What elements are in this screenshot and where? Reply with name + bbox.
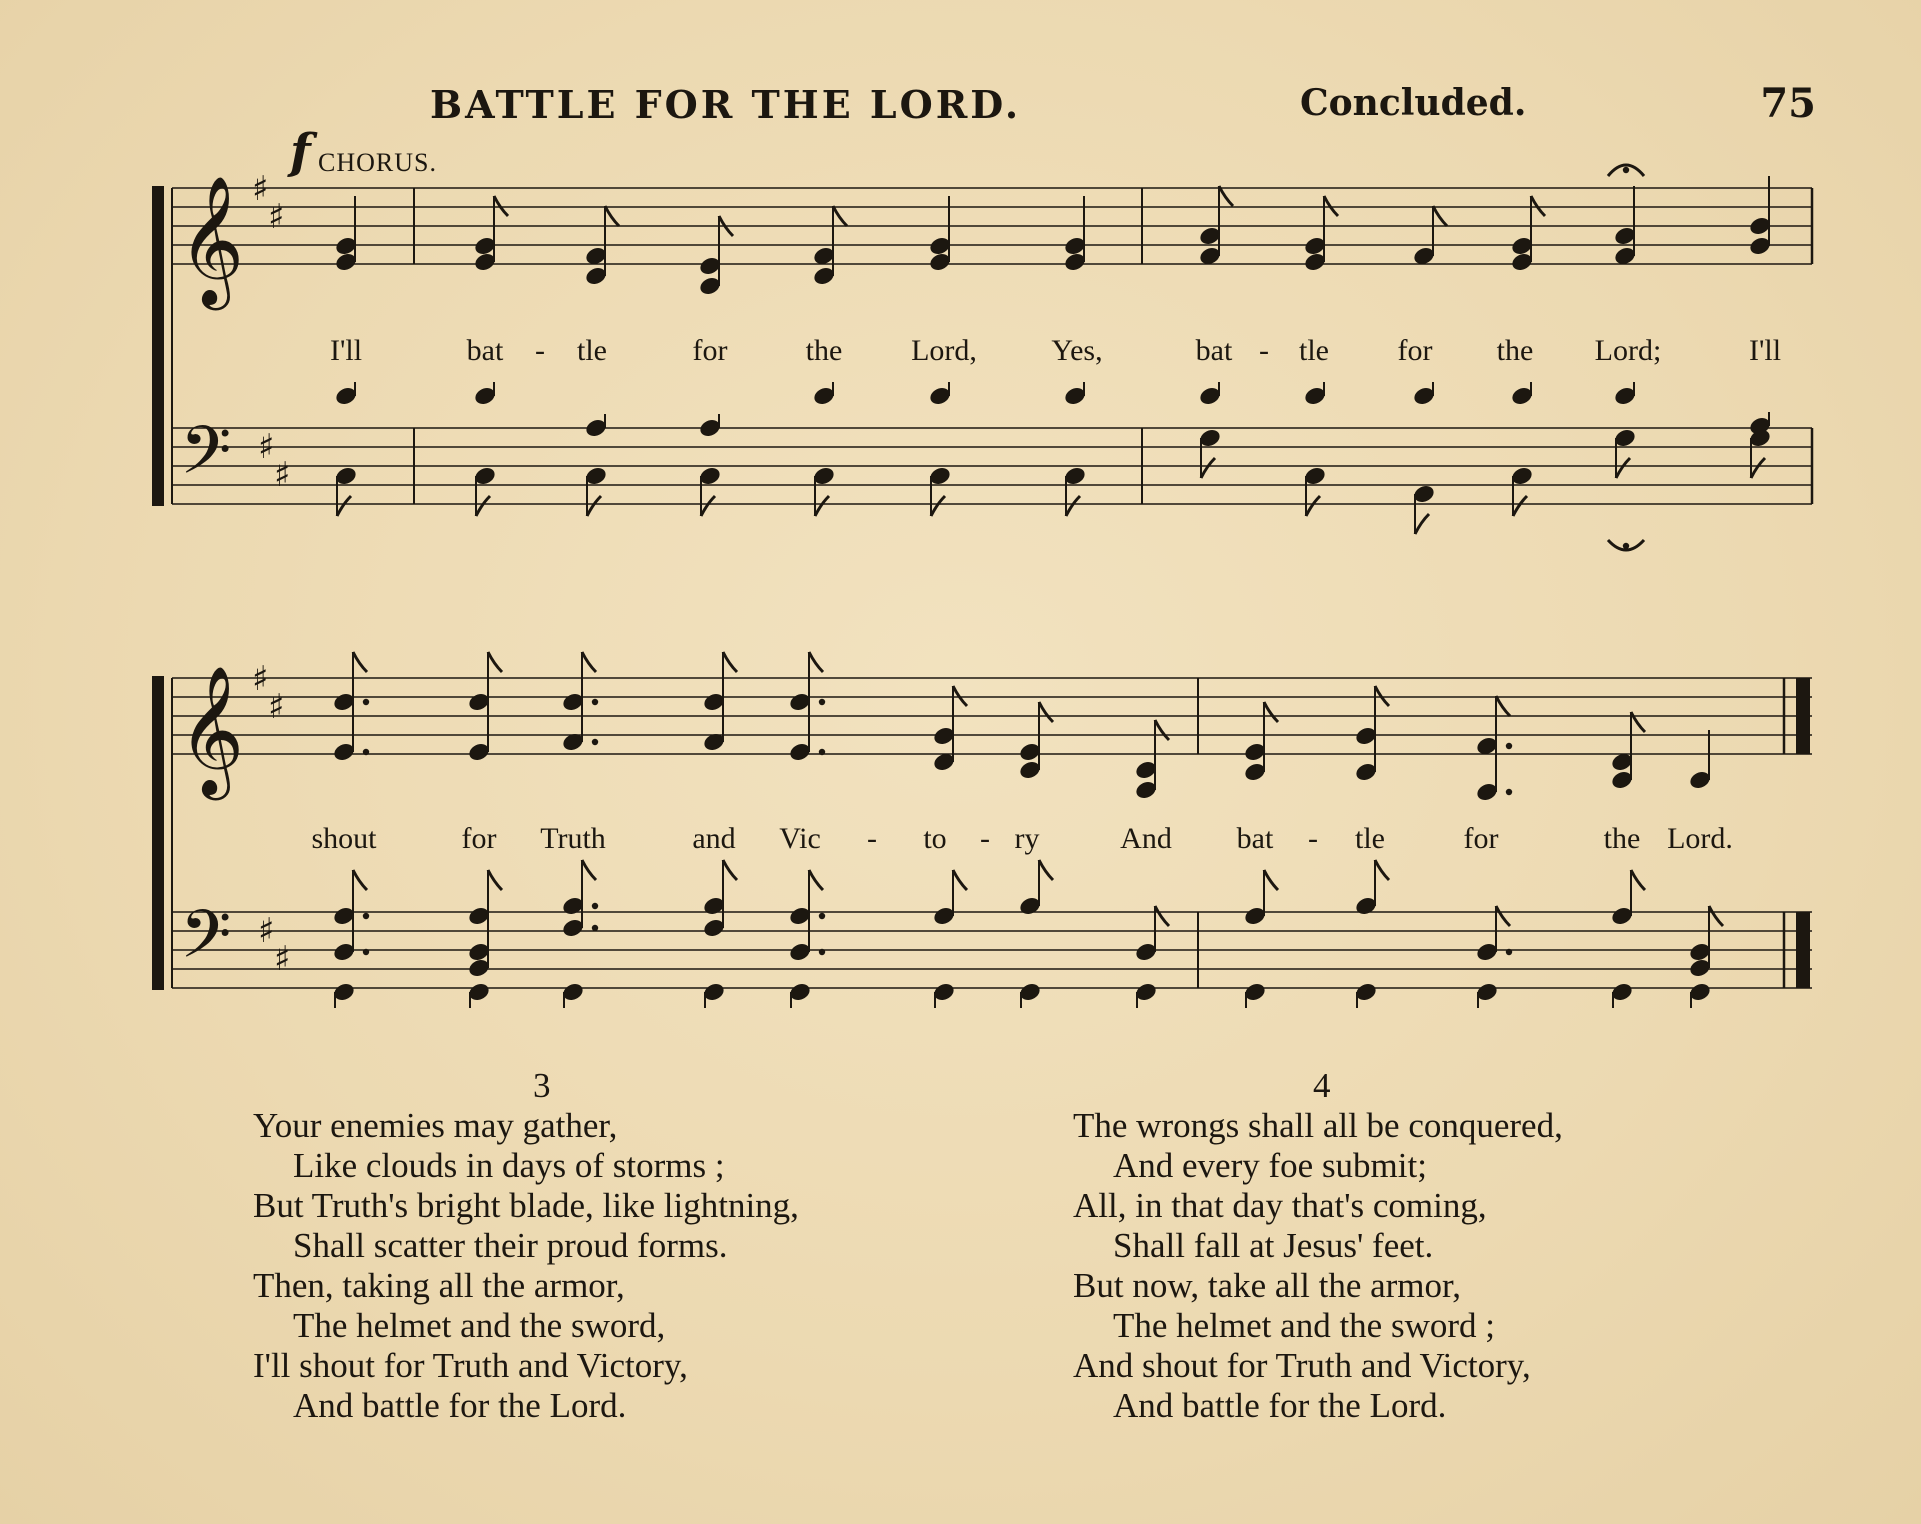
verse-line: And battle for the Lord. bbox=[1113, 1386, 1447, 1425]
lyric-syllable: for bbox=[1397, 334, 1433, 367]
verse-line: And every foe submit; bbox=[1113, 1146, 1427, 1185]
note-flag bbox=[1496, 906, 1510, 926]
lyric-syllable: I'll bbox=[1748, 334, 1782, 367]
lyric-syllable: - bbox=[980, 822, 990, 855]
key-signature-sharp: ♯ bbox=[274, 455, 291, 495]
note-flag bbox=[1264, 870, 1278, 890]
verse-line: The wrongs shall all be conquered, bbox=[1073, 1106, 1563, 1145]
note-flag bbox=[353, 870, 367, 890]
note-flag bbox=[1066, 496, 1080, 516]
note-flag bbox=[1375, 686, 1389, 706]
lyric-syllable: the bbox=[1603, 822, 1641, 855]
verse-3 bbox=[253, 1066, 953, 1426]
note-flag bbox=[953, 870, 967, 890]
augmentation-dot bbox=[592, 903, 598, 909]
augmentation-dot bbox=[363, 699, 369, 705]
note-flag bbox=[809, 652, 823, 672]
lyric-syllable: - bbox=[535, 334, 545, 367]
lyric-syllable: Lord, bbox=[911, 334, 977, 367]
verse-number: 3 bbox=[533, 1066, 551, 1105]
key-signature-sharp: ♯ bbox=[274, 939, 291, 979]
note-flag bbox=[953, 686, 967, 706]
note-flag bbox=[582, 860, 596, 880]
lyric-syllable: I'll bbox=[329, 334, 363, 367]
augmentation-dot bbox=[1623, 543, 1629, 549]
verse-line: Shall scatter their proud forms. bbox=[293, 1226, 728, 1265]
note-flag bbox=[337, 496, 351, 516]
augmentation-dot bbox=[819, 699, 825, 705]
augmentation-dot bbox=[363, 913, 369, 919]
note-flag bbox=[1751, 458, 1765, 478]
augmentation-dot bbox=[592, 699, 598, 705]
note-flag bbox=[723, 860, 737, 880]
note-flag bbox=[494, 196, 508, 216]
lyric-syllable: Vic bbox=[779, 822, 821, 855]
key-signature-sharp: ♯ bbox=[268, 687, 285, 727]
note-flag bbox=[1039, 860, 1053, 880]
verse-line: The helmet and the sword, bbox=[293, 1306, 666, 1345]
bass-clef: 𝄢 bbox=[180, 412, 232, 505]
note-flag bbox=[1433, 206, 1447, 226]
verse-line: All, in that day that's coming, bbox=[1073, 1186, 1487, 1225]
lyric-syllable: ry bbox=[1014, 822, 1040, 855]
dynamic-marking: f bbox=[290, 124, 311, 180]
verse-line: And battle for the Lord. bbox=[293, 1386, 627, 1425]
verse-line: I'll shout for Truth and Victory, bbox=[253, 1346, 688, 1385]
note-flag bbox=[931, 496, 945, 516]
augmentation-dot bbox=[363, 749, 369, 755]
note-flag bbox=[582, 652, 596, 672]
note-flag bbox=[1324, 196, 1338, 216]
augmentation-dot bbox=[1506, 743, 1512, 749]
lyrics-system-2 bbox=[0, 822, 1921, 862]
augmentation-dot bbox=[1623, 167, 1629, 173]
note-flag bbox=[1513, 496, 1527, 516]
note-flag bbox=[1155, 720, 1169, 740]
lyric-syllable: shout bbox=[311, 822, 377, 855]
lyric-syllable: - bbox=[1259, 334, 1269, 367]
verse-4 bbox=[1073, 1066, 1773, 1426]
augmentation-dot bbox=[592, 925, 598, 931]
augmentation-dot bbox=[363, 949, 369, 955]
note-flag bbox=[1631, 870, 1645, 890]
final-barline bbox=[1796, 912, 1810, 988]
note-flag bbox=[1531, 196, 1545, 216]
note-flag bbox=[1155, 906, 1169, 926]
verse-line: Then, taking all the armor, bbox=[253, 1266, 625, 1305]
final-barline bbox=[1796, 678, 1810, 754]
verse-line: The helmet and the sword ; bbox=[1113, 1306, 1495, 1345]
lyric-syllable: tle bbox=[1299, 334, 1329, 367]
lyric-syllable: - bbox=[867, 822, 877, 855]
verse-line: Your enemies may gather, bbox=[253, 1106, 618, 1145]
lyric-syllable: Lord. bbox=[1667, 822, 1733, 855]
verse-line: And shout for Truth and Victory, bbox=[1073, 1346, 1531, 1385]
note-flag bbox=[1039, 702, 1053, 722]
verse-number: 4 bbox=[1313, 1066, 1331, 1105]
hymn-subtitle: Concluded. bbox=[1300, 82, 1527, 124]
note-flag bbox=[1201, 458, 1215, 478]
lyric-syllable: for bbox=[1463, 822, 1499, 855]
lyric-syllable: to bbox=[923, 822, 947, 855]
augmentation-dot bbox=[819, 749, 825, 755]
treble-clef: 𝄞 bbox=[178, 175, 245, 305]
note-flag bbox=[605, 206, 619, 226]
lyric-syllable: - bbox=[1308, 822, 1318, 855]
lyric-syllable: and bbox=[692, 822, 736, 855]
note-flag bbox=[1415, 514, 1429, 534]
note-flag bbox=[723, 652, 737, 672]
page-number: 75 bbox=[1760, 80, 1816, 127]
augmentation-dot bbox=[1506, 949, 1512, 955]
bass-clef: 𝄢 bbox=[180, 896, 232, 989]
lyric-syllable: the bbox=[1496, 334, 1534, 367]
note-flag bbox=[809, 870, 823, 890]
lyric-syllable: Lord; bbox=[1594, 334, 1662, 367]
verse-line: Shall fall at Jesus' feet. bbox=[1113, 1226, 1434, 1265]
note-flag bbox=[1306, 496, 1320, 516]
note-flag bbox=[587, 496, 601, 516]
verse-line: But Truth's bright blade, like lightning, bbox=[253, 1186, 799, 1225]
note-flag bbox=[1219, 186, 1233, 206]
note-flag bbox=[1709, 906, 1723, 926]
note-flag bbox=[476, 496, 490, 516]
lyric-syllable: tle bbox=[577, 334, 607, 367]
note-flag bbox=[1496, 696, 1510, 716]
lyric-syllable: Truth bbox=[540, 822, 606, 855]
augmentation-dot bbox=[819, 949, 825, 955]
lyric-syllable: for bbox=[692, 334, 728, 367]
treble-clef: 𝄞 bbox=[178, 665, 245, 795]
lyric-syllable: bat bbox=[466, 334, 504, 367]
note-flag bbox=[1264, 702, 1278, 722]
note-flag bbox=[488, 870, 502, 890]
verse-line: Like clouds in days of storms ; bbox=[293, 1146, 725, 1185]
note-flag bbox=[701, 496, 715, 516]
note-flag bbox=[833, 206, 847, 226]
key-signature-sharp: ♯ bbox=[252, 169, 269, 209]
lyric-syllable: bat bbox=[1236, 822, 1274, 855]
note-flag bbox=[1616, 458, 1630, 478]
note-flag bbox=[488, 652, 502, 672]
note-flag bbox=[815, 496, 829, 516]
lyric-syllable: tle bbox=[1355, 822, 1385, 855]
key-signature-sharp: ♯ bbox=[258, 427, 275, 467]
key-signature-sharp: ♯ bbox=[258, 911, 275, 951]
augmentation-dot bbox=[592, 739, 598, 745]
lyric-syllable: the bbox=[805, 334, 843, 367]
lyric-syllable: And bbox=[1120, 822, 1172, 855]
key-signature-sharp: ♯ bbox=[252, 659, 269, 699]
note-flag bbox=[1631, 712, 1645, 732]
lyrics-system-1 bbox=[0, 334, 1921, 374]
lyric-syllable: Yes, bbox=[1051, 334, 1103, 367]
augmentation-dot bbox=[819, 913, 825, 919]
augmentation-dot bbox=[1506, 789, 1512, 795]
note-flag bbox=[353, 652, 367, 672]
section-label: CHORUS. bbox=[318, 148, 437, 177]
key-signature-sharp: ♯ bbox=[268, 197, 285, 237]
verse-line: But now, take all the armor, bbox=[1073, 1266, 1462, 1305]
hymn-title: BATTLE FOR THE LORD. bbox=[430, 82, 1022, 127]
lyric-syllable: bat bbox=[1195, 334, 1233, 367]
lyric-syllable: for bbox=[461, 822, 497, 855]
note-flag bbox=[1375, 860, 1389, 880]
